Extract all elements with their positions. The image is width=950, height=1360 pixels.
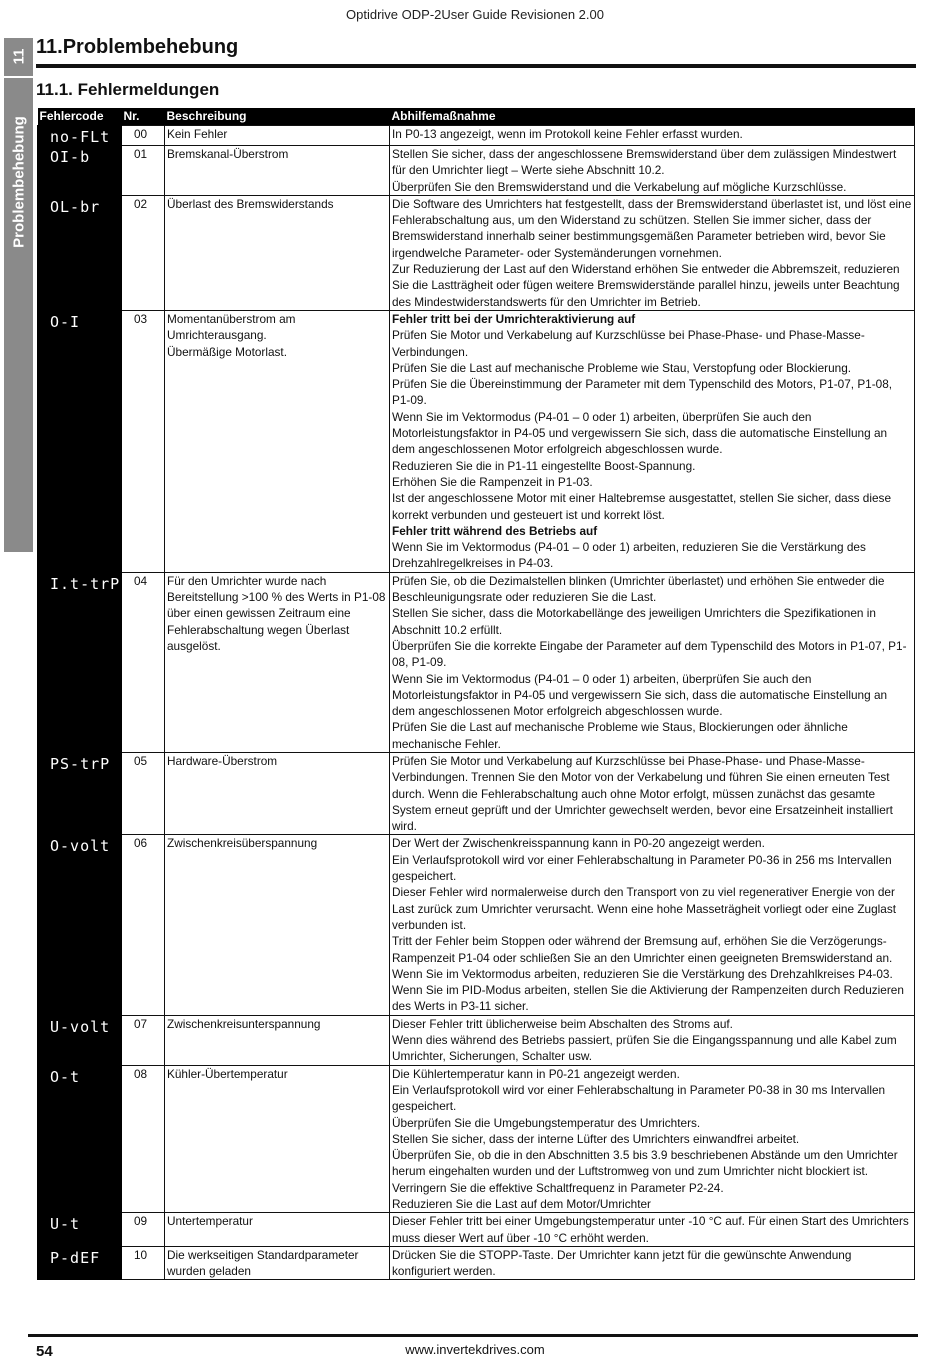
remedy-line: Verringern Sie die effektive Schaltfrequenz in Parameter P2-24. [392, 1180, 724, 1195]
remedy-line: Überprüfen Sie den Bremswiderstand und die Verkabelung auf mögliche Kurzschlüsse. [392, 179, 847, 194]
fault-code-display: O-volt [38, 835, 122, 1015]
remedy-line: Stellen Sie sicher, dass die Motorkabellänge des jeweiligen Umrichters die Spezifikationen in Abschnitt 10.2 erfüllt. [392, 606, 876, 637]
table-row [38, 835, 915, 1015]
footer-rule [28, 1334, 918, 1337]
description-line: Hardware-Überstrom [167, 753, 278, 768]
chapter-side-tab [4, 38, 33, 552]
side-chapter-name: Problembehebung [10, 116, 27, 248]
fault-number: 06 [122, 835, 165, 1015]
fault-number: 00 [122, 126, 165, 146]
remedy-line: Prüfen Sie die Last auf mechanische Probleme wie Staus, Blockierungen oder ähnliche mechanische Fehler. [392, 720, 848, 751]
remedy-line: Drücken Sie die STOPP-Taste. Der Umrichter kann jetzt für die gewünschte Anwendung konfiguriert werden. [392, 1247, 852, 1279]
remedy-line: Dieser Fehler tritt üblicherweise beim Abschalten des Stroms auf. [392, 1016, 733, 1031]
description-line: Momentanüberstrom am Umrichterausgang. [167, 311, 296, 343]
remedy-line: Dieser Fehler tritt bei einer Umgebungstemperatur unter -10 °C auf. Für einen Start des Umrichters muss dieser Wert auf über -10 °C erhöht werden. [392, 1214, 909, 1245]
table-row [38, 752, 915, 834]
fault-code-display: PS-trP [38, 752, 122, 834]
remedy-line: Wenn Sie im Vektormodus (P4-01 – 0 oder 1) arbeiten, überprüfen Sie auch den Motorleistungsfaktor in P4-05 und vergewissern Sie sich, dass die automatische Einstellung an dem angeschlossenen Motor erfolgreich abgeschlossen wurde. [392, 409, 888, 457]
table-row [38, 146, 915, 196]
remedy-line: Wenn Sie im Vektormodus (P4-01 – 0 oder 1) arbeiten, reduzieren Sie die Verstärkung des Drehzahlregelkreises in P4-03. [392, 540, 866, 571]
remedy-line: Ist der angeschlossene Motor mit einer Haltebremse ausgestattet, stellen Sie sicher, dass diese korrekt verbunden und gesteuert ist und korrekt löst. [392, 491, 892, 522]
header-abhilfe: Abhilfemaßnahme [390, 108, 915, 126]
fault-description [165, 835, 390, 1015]
remedy-line: Wenn Sie im Vektormodus (P4-01 – 0 oder 1) arbeiten, überprüfen Sie auch den Motorleistungsfaktor in P4-05 und vergewissern Sie sich, dass die automatische Einstellung an dem angeschlossenen Motor erfolgreich abgeschlossen wurde. [392, 671, 888, 719]
description-line: Die werkseitigen Standardparameter wurden geladen [167, 1247, 359, 1279]
section-title: 11.1. Fehlermeldungen [36, 80, 220, 99]
fault-number: 03 [122, 310, 165, 572]
fault-remedy [390, 195, 915, 310]
fault-code-display: I.t-trP [38, 572, 122, 752]
remedy-line: Ein Verlaufsprotokoll wird vor einer Fehlerabschaltung in Parameter P0-36 in 256 ms Intervallen gespeichert. [392, 852, 892, 884]
fault-code-display: no-FLt [38, 126, 122, 146]
fault-code-display: OI-b [38, 146, 122, 196]
footer-url: www.invertekdrives.com [405, 1342, 545, 1357]
fault-remedy [390, 126, 915, 146]
table-row [38, 195, 915, 310]
remedy-line: Überprüfen Sie, ob die in den Abschnitten 3.5 bis 3.9 beschriebenen Abstände um den Umrichter herum eingehalten wurden und der Luftstromweg von und zum Umrichter nicht blockiert ist. [392, 1148, 898, 1179]
remedy-subheading: Fehler tritt bei der Umrichteraktivierung auf [392, 311, 636, 326]
fault-code-display: O-I [38, 310, 122, 572]
remedy-line: Prüfen Sie die Übereinstimmung der Parameter mit dem Typenschild des Motors, P1-07, P1-08, P1-09. [392, 377, 893, 408]
fault-description [165, 146, 390, 196]
fault-code-display: U-t [38, 1213, 122, 1247]
fault-remedy [390, 1246, 915, 1280]
remedy-line: Dieser Fehler wird normalerweise durch den Transport von zu viel regenerativer Energie von der Last zurück zum Umrichter verursacht. Wenn eine hohe Masseträgheit vorliegt oder eine Zuglast verbunden ist. [392, 885, 897, 932]
header-nr: Nr. [122, 108, 165, 126]
fault-remedy [390, 835, 915, 1015]
fault-remedy [390, 1065, 915, 1213]
description-line: Für den Umrichter wurde nach Bereitstellung >100 % des Werts in P1-08 über einen gewissen Zeitraum eine Fehlerabschaltung wegen Überlast ausgelöst. [167, 573, 386, 653]
table-body [38, 126, 915, 1280]
remedy-line: Erhöhen Sie die Rampenzeit in P1-03. [392, 474, 593, 489]
description-line: Zwischenkreisüberspannung [167, 836, 318, 851]
description-line: Zwischenkreisunterspannung [167, 1016, 321, 1031]
description-line: Kein Fehler [167, 127, 228, 141]
fault-number: 01 [122, 146, 165, 196]
fault-number: 08 [122, 1065, 165, 1213]
fault-code-display: U-volt [38, 1015, 122, 1065]
description-line: Überlast des Bremswiderstands [167, 196, 334, 211]
remedy-line: Reduzieren Sie die Last auf dem Motor/Umrichter [392, 1197, 651, 1211]
side-chapter-number: 11 [9, 48, 27, 64]
remedy-line: Der Wert der Zwischenkreisspannung kann in P0-20 angezeigt werden. [392, 836, 765, 851]
fault-remedy [390, 572, 915, 752]
table-row [38, 1213, 915, 1247]
fault-number: 07 [122, 1015, 165, 1065]
fault-description [165, 1213, 390, 1247]
document-header: Optidrive ODP-2User Guide Revisionen 2.00 [346, 7, 604, 22]
fault-description [165, 126, 390, 146]
fault-description [165, 572, 390, 752]
remedy-line: Wenn dies während des Betriebs passiert, prüfen Sie die Eingangsspannung und alle Kabel zum Umrichter, Sicherungen, Schalter usw. [392, 1033, 897, 1064]
remedy-line: Wenn Sie im PID-Modus arbeiten, stellen Sie die Aktivierung der Rampenzeiten durch Reduzieren des Werts in P3-11 sicher. [392, 983, 904, 1014]
remedy-line: Stellen Sie sicher, dass der interne Lüfter des Umrichters einwandfrei arbeitet. [392, 1131, 800, 1146]
header-beschreibung: Beschreibung [165, 108, 390, 126]
fault-remedy [390, 752, 915, 834]
fault-description [165, 1015, 390, 1065]
remedy-line: Prüfen Sie Motor und Verkabelung auf Kurzschlüsse bei Phase-Phase- und Phase-Masse-Verbindungen. [392, 328, 865, 359]
fault-number: 02 [122, 195, 165, 310]
fault-number: 04 [122, 572, 165, 752]
fault-code-display: OL-br [38, 195, 122, 310]
description-line: Untertemperatur [167, 1214, 253, 1229]
fault-description [165, 310, 390, 572]
chapter-rule [36, 64, 916, 68]
fault-remedy [390, 1213, 915, 1247]
table-row [38, 126, 915, 146]
page-number: 54 [36, 1343, 53, 1360]
remedy-line: Die Kühlertemperatur kann in P0-21 angezeigt werden. [392, 1066, 680, 1081]
fault-description [165, 752, 390, 834]
fault-remedy [390, 146, 915, 196]
table-row [38, 1065, 915, 1213]
fault-description [165, 195, 390, 310]
remedy-line: Prüfen Sie, ob die Dezimalstellen blinken (Umrichter überlastet) und erhöhen Sie entweder die Beschleunigungsrate oder reduzieren Sie die Last. [392, 573, 885, 605]
fault-remedy [390, 1015, 915, 1065]
fault-description [165, 1246, 390, 1280]
remedy-line: Wenn Sie im Vektormodus arbeiten, reduzieren Sie die Verstärkung des Drehzahlkreises P4-03. [392, 966, 893, 981]
table-header-row [38, 108, 915, 126]
description-line: Bremskanal-Überstrom [167, 147, 289, 161]
fault-code-display: O-t [38, 1065, 122, 1213]
fault-code-display: P-dEF [38, 1246, 122, 1280]
fault-number: 05 [122, 752, 165, 834]
remedy-line: Tritt der Fehler beim Stoppen oder während der Bremsung auf, erhöhen Sie die Verzögerungs-Rampenzeit P1-04 oder schließen Sie an den Umrichter einen geeigneten Bremswiderstand an. [392, 934, 893, 965]
table-row [38, 1015, 915, 1065]
fault-table [37, 108, 915, 1280]
remedy-subheading: Fehler tritt während des Betriebs auf [392, 523, 598, 538]
remedy-line: In P0-13 angezeigt, wenn im Protokoll keine Fehler erfasst wurden. [392, 127, 743, 141]
side-divider [4, 76, 33, 78]
remedy-line: Prüfen Sie Motor und Verkabelung auf Kurzschlüsse bei Phase-Phase- und Phase-Masse-Verbindungen. Trennen Sie den Motor von der Verkabelung und führen Sie einen erneuten Test durch. Wenn die Fehlerabschaltung auch ohne Motor erfolgt, müssen zunächst das gesamte System erneut geprüft und der Umrichter gewechselt werden, bevor eine Ersatzeinheit installiert wird. [392, 753, 893, 834]
remedy-line: Überprüfen Sie die korrekte Eingabe der Parameter auf dem Typenschild des Motors in P1-07, P1-08, P1-09. [392, 638, 907, 670]
fault-description [165, 1065, 390, 1213]
fault-remedy [390, 310, 915, 572]
header-fehlercode: Fehlercode [38, 108, 122, 126]
table-row [38, 310, 915, 572]
remedy-line: Prüfen Sie die Last auf mechanische Probleme wie Stau, Verstopfung oder Blockierung. [392, 360, 852, 375]
table-row [38, 572, 915, 752]
remedy-line: Überprüfen Sie die Umgebungstemperatur des Umrichters. [392, 1115, 701, 1130]
remedy-line: Zur Reduzierung der Last auf den Widerstand erhöhen Sie entweder die Abbremszeit, reduzieren Sie die Lastträgheit oder fügen weitere Bremswiderstände parallel hinzu, jeweils unter Beachtung des Mindestwiderstandswerts für den Umrichter im Betrieb. [392, 262, 900, 309]
fault-number: 09 [122, 1213, 165, 1247]
remedy-line: Die Software des Umrichters hat festgestellt, dass der Bremswiderstand überlastet ist, und löst eine Fehlerabschaltung aus, um den Widerstand zu schützen. Stellen Sie immer sicher, dass der Bremswiderstand innerhalb seiner bestimmungsgemäßen Parameter betrieben wird, bevor Sie irgendwelche Parameter- oder Systemänderungen vornehmen. [392, 196, 912, 260]
remedy-line: Stellen Sie sicher, dass der angeschlossene Bremswiderstand über dem zulässigen Mindestwert für den Umrichter liegt – Werte siehe Abschnitt 10.2. [392, 147, 897, 178]
description-line: Übermäßige Motorlast. [167, 344, 287, 359]
remedy-line: Reduzieren Sie die in P1-11 eingestellte Boost-Spannung. [392, 458, 696, 473]
description-line: Kühler-Übertemperatur [167, 1066, 288, 1081]
chapter-title: 11.Problembehebung [36, 36, 239, 58]
fault-number: 10 [122, 1246, 165, 1280]
table-row [38, 1246, 915, 1280]
remedy-line: Ein Verlaufsprotokoll wird vor einer Fehlerabschaltung in Parameter P0-38 in 30 ms Intervallen gespeichert. [392, 1082, 886, 1114]
